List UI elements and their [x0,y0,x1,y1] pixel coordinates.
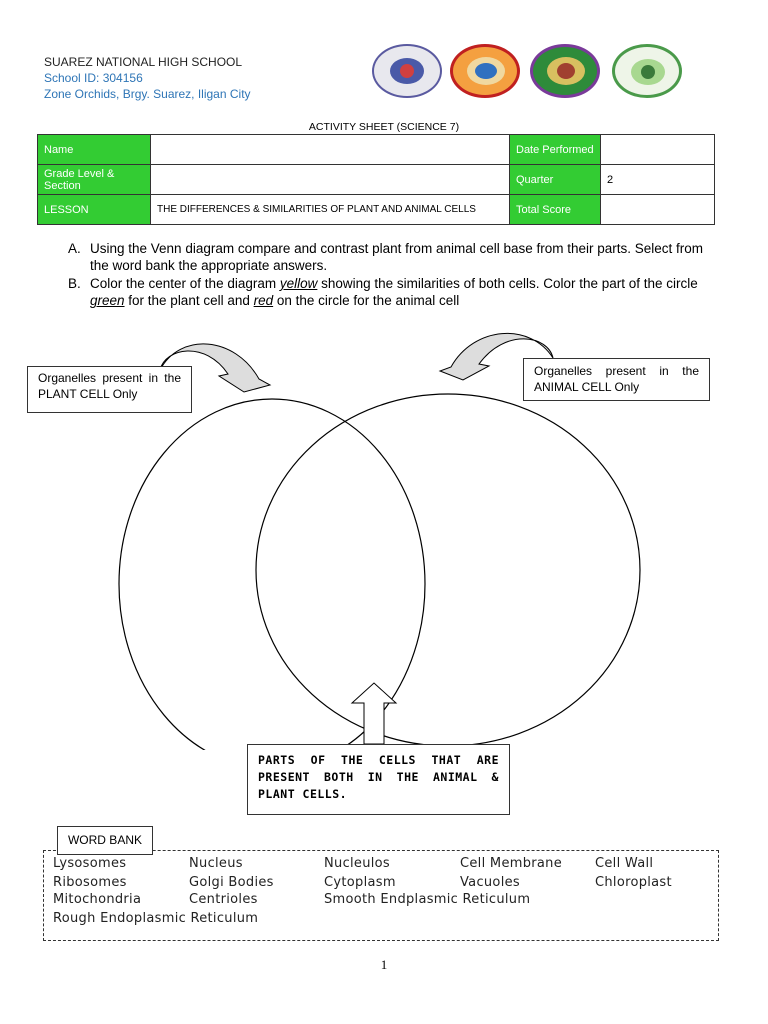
date-performed-label: Date Performed [510,135,601,165]
instruction-a-text: Using the Venn diagram compare and contrast plant from animal cell base from their parts. Select from the word bank the appropriate answers. [90,241,704,273]
school-address: Zone Orchids, Brgy. Suarez, Iligan City [44,87,251,101]
school-header [44,54,251,102]
page-number: 1 [380,957,388,972]
word-bank-item: Mitochondria [53,892,142,907]
grade-section-label: Grade Level & Section [38,165,151,195]
instruction-b-text-4: on the circle for the animal cell [273,293,460,308]
instruction-a-letter: A. [68,241,81,256]
word-bank-item: Vacuoles [460,875,520,890]
date-performed-field[interactable] [601,135,715,165]
word-bank-label: WORD BANK [57,826,153,855]
word-bank-item: Cell Wall [595,856,654,871]
name-label: Name [38,135,151,165]
center-pointer-arrow-icon [352,683,396,744]
student-info-table [37,134,715,225]
word-bank-area [43,850,719,941]
word-bank-item: Cell Membrane [460,856,563,871]
animal-cell-circle[interactable] [256,394,640,746]
word-bank-item: Nucleus [189,856,243,871]
lesson-value: THE DIFFERENCES & SIMILARITIES OF PLANT AND ANIMAL CELLS [151,195,510,225]
instruction-b-letter: B. [68,276,81,291]
deped-region-seal-icon [450,44,520,98]
instruction-a [68,240,724,274]
quarter-value: 2 [601,165,715,195]
instruction-b-text-2: showing the similarities of both cells. Color the part of the circle [317,276,698,291]
word-bank-item: Golgi Bodies [189,875,274,890]
animal-only-label-box: Organelles present in the ANIMAL CELL Only [523,358,710,401]
word-bank-item: Chloroplast [595,875,672,890]
quarter-label: Quarter [510,165,601,195]
both-cells-label-box: PARTS OF THE CELLS THAT ARE PRESENT BOTH IN THE ANIMAL & PLANT CELLS. [247,744,510,815]
lesson-label: LESSON [38,195,151,225]
total-score-label: Total Score [510,195,601,225]
plant-only-label-box: Organelles present in the PLANT CELL Only [27,366,192,413]
instruction-b-text-3: for the plant cell and [124,293,254,308]
word-bank-item: Lysosomes [53,856,127,871]
red-keyword: red [253,293,274,308]
school-name: SUAREZ NATIONAL HIGH SCHOOL [44,55,243,69]
logo-strip [372,44,684,100]
instruction-b-text-1: Color the center of the diagram [90,276,280,291]
word-bank-item: Rough Endoplasmic Reticulum [53,911,259,926]
deped-seal-icon [372,44,442,98]
total-score-field[interactable] [601,195,715,225]
word-bank-item: Centrioles [189,892,258,907]
yellow-keyword: yellow [279,276,318,291]
word-bank-item: Smooth Endplasmic Reticulum [324,892,531,907]
sheet-title: ACTIVITY SHEET (SCIENCE 7) [308,121,460,133]
division-iligan-seal-icon [530,44,600,98]
school-id: School ID: 304156 [44,71,143,85]
word-bank-item: Ribosomes [53,875,127,890]
instructions [68,240,724,310]
instruction-b [68,275,724,309]
suarez-nhs-seal-icon [612,44,682,98]
grade-section-field[interactable] [151,165,510,195]
word-bank-item: Cytoplasm [324,875,396,890]
name-field[interactable] [151,135,510,165]
word-bank-item: Nucleulos [324,856,390,871]
green-keyword: green [90,293,125,308]
